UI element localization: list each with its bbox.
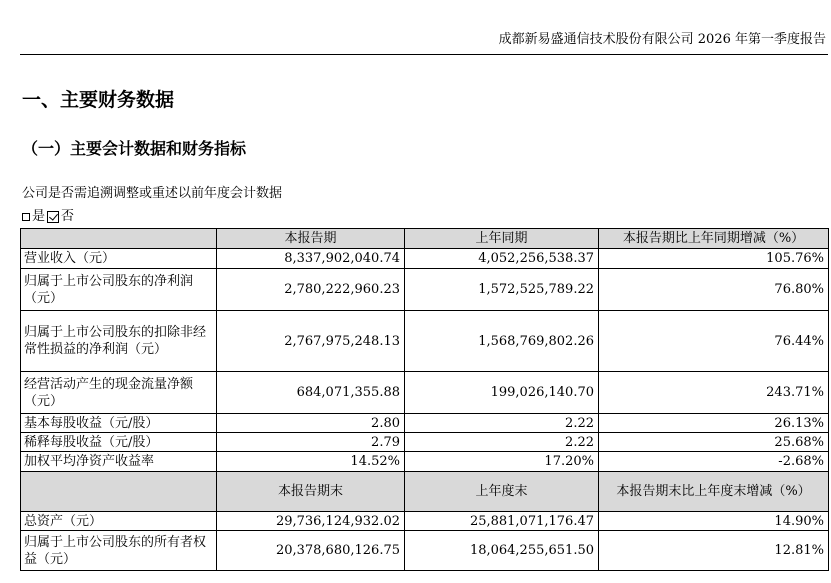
prior-value: 4,052,256,538.37 — [405, 249, 599, 269]
header-blank-cell — [21, 472, 217, 512]
header-period-end: 本报告期末 — [217, 472, 405, 512]
prior-value: 2.22 — [405, 414, 599, 433]
option-yes-label: 是 — [32, 209, 46, 224]
table-row — [21, 452, 829, 472]
change-value: 76.80% — [599, 269, 829, 311]
current-value: 20,378,680,126.75 — [217, 531, 405, 571]
current-value: 684,071,355.88 — [217, 372, 405, 414]
header-prior-year-end: 上年度末 — [405, 472, 599, 512]
table-row — [21, 531, 829, 571]
header-prior-period: 上年同期 — [405, 229, 599, 249]
section-subtitle: （一）主要会计数据和财务指标 — [22, 139, 247, 158]
restatement-options — [22, 209, 74, 225]
checkbox-no-checked[interactable] — [47, 211, 59, 223]
row-label: 稀释每股收益（元/股） — [21, 433, 217, 452]
header-period-change: 本报告期比上年同期增减（%） — [599, 229, 829, 249]
table-row — [21, 311, 829, 372]
current-value: 2,780,222,960.23 — [217, 269, 405, 311]
row-label: 营业收入（元） — [21, 249, 217, 269]
prior-value: 1,568,769,802.26 — [405, 311, 599, 372]
row-label: 加权平均净资产收益率 — [21, 452, 217, 472]
option-no-label: 否 — [61, 209, 75, 224]
row-label: 基本每股收益（元/股） — [21, 414, 217, 433]
row-label: 归属于上市公司股东的扣除非经常性损益的净利润（元） — [21, 311, 217, 372]
change-value: 243.71% — [599, 372, 829, 414]
financial-data-table — [20, 228, 829, 571]
checkbox-yes[interactable] — [22, 213, 30, 221]
header-blank-cell — [21, 229, 217, 249]
current-value: 2,767,975,248.13 — [217, 311, 405, 372]
change-value: 14.90% — [599, 512, 829, 531]
header-current-period: 本报告期 — [217, 229, 405, 249]
table-row — [21, 269, 829, 311]
current-value: 2.80 — [217, 414, 405, 433]
change-value: 12.81% — [599, 531, 829, 571]
table-header-row — [21, 472, 829, 512]
table-row — [21, 433, 829, 452]
change-value: 105.76% — [599, 249, 829, 269]
change-value: -2.68% — [599, 452, 829, 472]
table-row — [21, 249, 829, 269]
row-label: 总资产（元） — [21, 512, 217, 531]
prior-value: 18,064,255,651.50 — [405, 531, 599, 571]
section-title: 一、主要财务数据 — [22, 89, 175, 111]
current-value: 29,736,124,932.02 — [217, 512, 405, 531]
change-value: 76.44% — [599, 311, 829, 372]
prior-value: 2.22 — [405, 433, 599, 452]
restatement-question: 公司是否需追溯调整或重述以前年度会计数据 — [22, 186, 283, 201]
table-row — [21, 512, 829, 531]
prior-value: 199,026,140.70 — [405, 372, 599, 414]
change-value: 25.68% — [599, 433, 829, 452]
row-label: 归属于上市公司股东的所有者权益（元） — [21, 531, 217, 571]
header-divider — [20, 54, 828, 55]
prior-value: 17.20% — [405, 452, 599, 472]
table-header-row — [21, 229, 829, 249]
prior-value: 25,881,071,176.47 — [405, 512, 599, 531]
prior-value: 1,572,525,789.22 — [405, 269, 599, 311]
table-row — [21, 372, 829, 414]
current-value: 14.52% — [217, 452, 405, 472]
change-value: 26.13% — [599, 414, 829, 433]
current-value: 2.79 — [217, 433, 405, 452]
row-label: 经营活动产生的现金流量净额（元） — [21, 372, 217, 414]
current-value: 8,337,902,040.74 — [217, 249, 405, 269]
row-label: 归属于上市公司股东的净利润（元） — [21, 269, 217, 311]
running-header: 成都新易盛通信技术股份有限公司 2026 年第一季度报告 — [498, 32, 826, 47]
table-row — [21, 414, 829, 433]
header-balance-change: 本报告期末比上年度末增减（%） — [599, 472, 829, 512]
